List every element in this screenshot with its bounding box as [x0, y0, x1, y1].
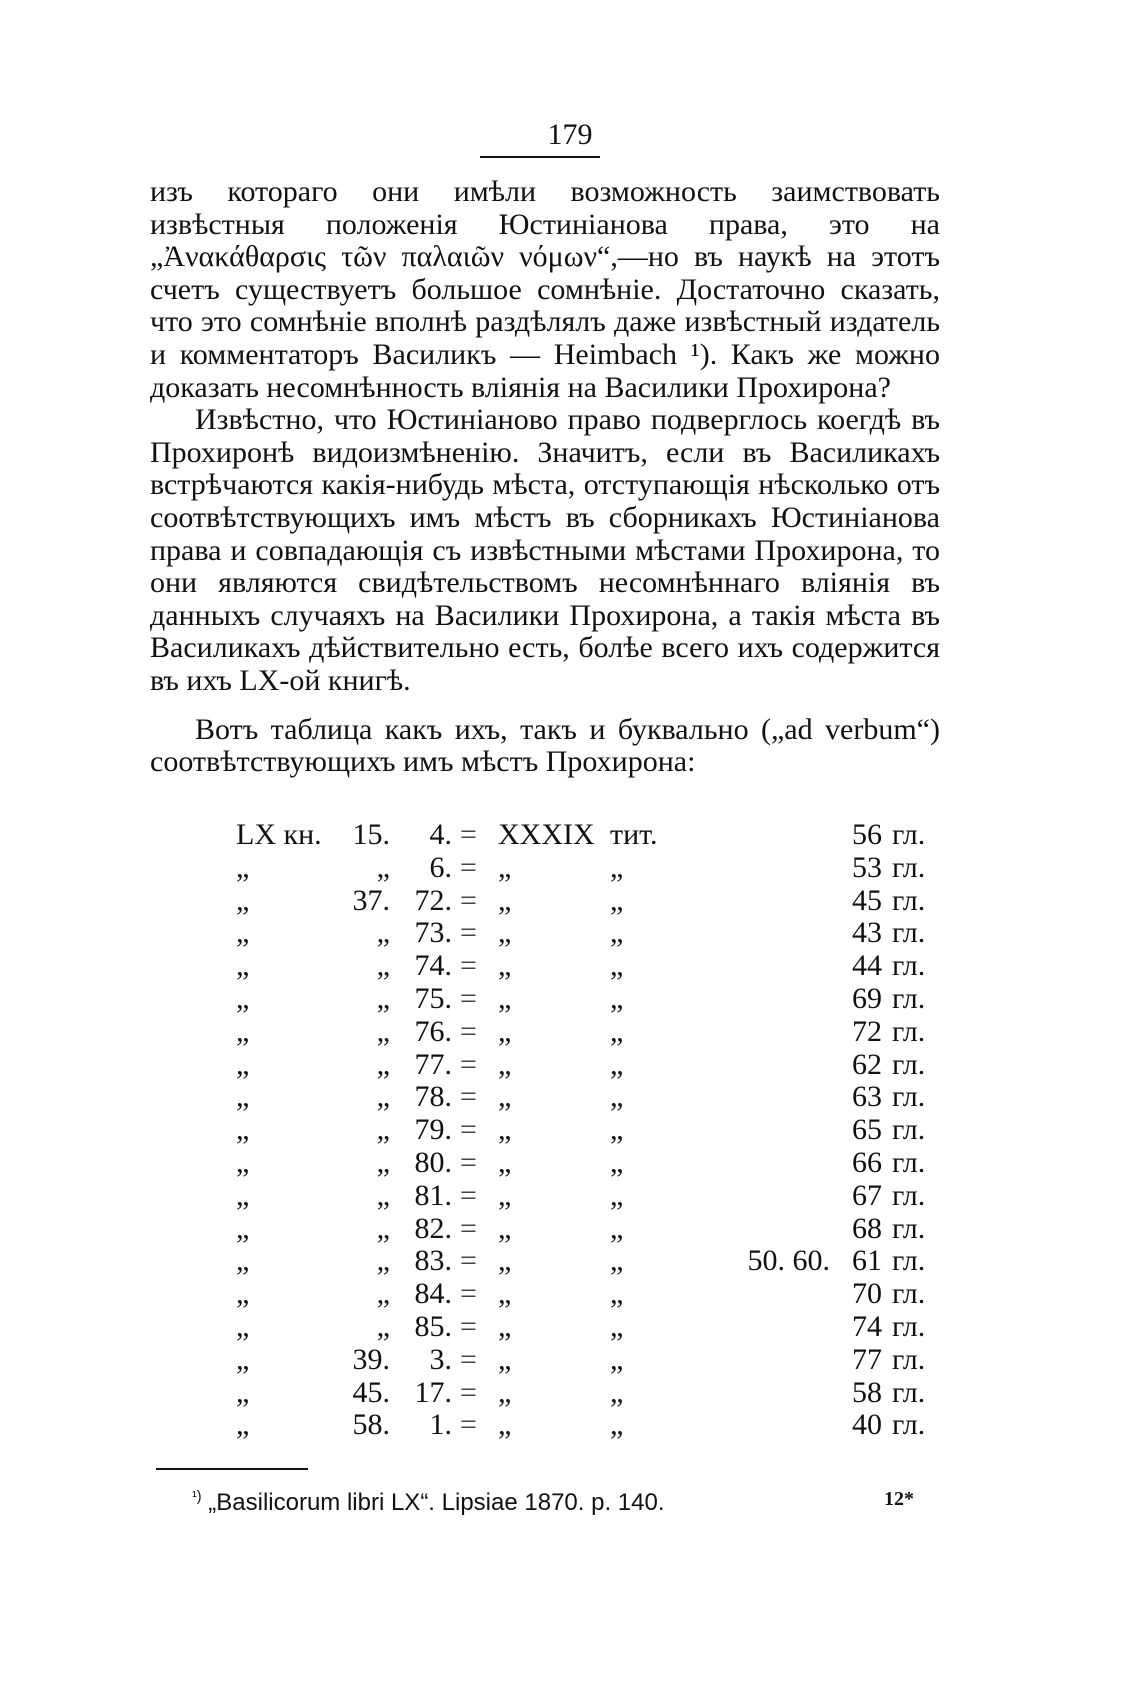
table-title: „: [498, 883, 512, 917]
table-row: [150, 916, 940, 949]
table-book: „: [236, 1047, 250, 1081]
table-chapter-label: гл.: [892, 1145, 926, 1179]
table-book: „: [236, 1178, 250, 1212]
table-title: „: [498, 1408, 512, 1442]
table-title-label: „: [610, 1244, 624, 1278]
table-row: [150, 1277, 940, 1310]
table-chapter-number: 65: [852, 1113, 882, 1147]
table-chapter-label: гл.: [892, 1244, 926, 1278]
table-article: 6.: [429, 850, 452, 884]
table-chapter-number: 63: [852, 1080, 882, 1114]
table-row: [150, 1146, 940, 1179]
table-book: „: [236, 981, 250, 1015]
table-article: 78.: [414, 1080, 452, 1114]
table-row: [150, 949, 940, 982]
table-chapter-label: гл.: [892, 1277, 926, 1311]
table-title: „: [498, 1178, 512, 1212]
table-chapter-number: 72: [852, 1014, 882, 1048]
table-title: „: [498, 1145, 512, 1179]
table-chapter-label: гл.: [892, 1211, 926, 1245]
footnote: [192, 1489, 665, 1517]
table-book: „: [236, 949, 250, 983]
table-chapter-label: гл.: [892, 1309, 926, 1343]
table-chapter: „: [376, 1047, 390, 1081]
table-equals: =: [460, 850, 477, 884]
table-row: [150, 1343, 940, 1376]
table-chapter: 58.: [352, 1408, 390, 1442]
table-article: 79.: [414, 1113, 452, 1147]
table-chapter: „: [376, 1080, 390, 1114]
footnote-text: „Basilicorum libri LX“. Lipsiae 1870. p. 140.: [208, 1489, 665, 1516]
table-equals: =: [460, 883, 477, 917]
page-number-rule: [480, 156, 600, 158]
table-title-label: „: [610, 883, 624, 917]
table-title-label: „: [610, 1080, 624, 1114]
table-title: „: [498, 1277, 512, 1311]
table-chapter: „: [376, 1113, 390, 1147]
table-book: „: [236, 1277, 250, 1311]
table-equals: =: [460, 949, 477, 983]
table-article: 74.: [414, 949, 452, 983]
signature-mark: 12*: [884, 1488, 914, 1510]
table-book: „: [236, 1375, 250, 1409]
table-book: „: [236, 1408, 250, 1442]
page-number: 179: [547, 118, 593, 151]
table-chapter: „: [376, 1145, 390, 1179]
table-chapter: „: [376, 916, 390, 950]
table-book: „: [236, 1244, 250, 1278]
table-equals: =: [460, 1047, 477, 1081]
table-chapter-label: гл.: [892, 883, 926, 917]
footnote-marker: ¹): [192, 1489, 202, 1505]
table-article: 72.: [414, 883, 452, 917]
table-chapter-number: 61: [852, 1244, 882, 1278]
table-chapter-label: гл.: [892, 1080, 926, 1114]
table-row: [150, 884, 940, 917]
table-chapter-label: гл.: [892, 1375, 926, 1409]
paragraph-2: Извѣстно, что Юстиніаново право подверглось коегдѣ въ Прохиронѣ видоизмѣненію. Значитъ, если въ Василикахъ встрѣчаются какія-нибудь мѣста, отступающія нѣсколько отъ соотвѣтствующихъ имъ мѣстъ въ сборникахъ Юстиніанова права и совпадающія съ извѣстными мѣстами Прохирона, то они являются свидѣтельствомъ несомнѣннаго вліянія въ данныхъ случаяхъ на Василики Прохирона, а такія мѣста въ Василикахъ дѣйствительно есть, болѣе всего ихъ содержится въ ихъ LX-ой книгѣ.: [150, 403, 940, 697]
table-chapter: 39.: [352, 1342, 390, 1376]
table-title-label: „: [610, 1047, 624, 1081]
table-equals: =: [460, 1014, 477, 1048]
table-row: [150, 1015, 940, 1048]
table-equals: =: [460, 1375, 477, 1409]
table-book: „: [236, 1309, 250, 1343]
table-title-label: „: [610, 1375, 624, 1409]
table-chapter-number: 74: [852, 1309, 882, 1343]
table-title: „: [498, 1080, 512, 1114]
table-chapter-number: 67: [852, 1178, 882, 1212]
table-title-label: „: [610, 850, 624, 884]
table-equals: =: [460, 981, 477, 1015]
table-extra: 50. 60.: [747, 1244, 830, 1278]
table-article: 77.: [414, 1047, 452, 1081]
table-book: „: [236, 1211, 250, 1245]
table-title-label: „: [610, 1014, 624, 1048]
table-book: „: [236, 1145, 250, 1179]
table-equals: =: [460, 1080, 477, 1114]
table-chapter-number: 53: [852, 850, 882, 884]
table-article: 75.: [414, 981, 452, 1015]
correspondence-table: [150, 818, 940, 1441]
table-chapter: 37.: [352, 883, 390, 917]
table-equals: =: [460, 1408, 477, 1442]
table-row: [150, 1244, 940, 1277]
table-chapter-number: 70: [852, 1277, 882, 1311]
table-chapter-number: 43: [852, 916, 882, 950]
table-chapter: „: [376, 981, 390, 1015]
table-row: [150, 1179, 940, 1212]
table-title-label: „: [610, 1113, 624, 1147]
table-equals: =: [460, 1309, 477, 1343]
table-book: „: [236, 1342, 250, 1376]
table-row: [150, 1113, 940, 1146]
table-chapter-label: гл.: [892, 1408, 926, 1442]
table-chapter: „: [376, 1309, 390, 1343]
table-article: 3.: [429, 1342, 452, 1376]
table-chapter: „: [376, 1211, 390, 1245]
table-title: „: [498, 949, 512, 983]
table-chapter-label: гл.: [892, 818, 926, 851]
table-chapter-label: гл.: [892, 949, 926, 983]
table-book: „: [236, 850, 250, 884]
table-equals: =: [460, 1342, 477, 1376]
table-book: LX кн.: [236, 818, 322, 851]
table-article: 76.: [414, 1014, 452, 1048]
table-title-label: „: [610, 1408, 624, 1442]
table-title-label: „: [610, 1211, 624, 1245]
table-article: 81.: [414, 1178, 452, 1212]
table-title: „: [498, 850, 512, 884]
table-chapter: „: [376, 1244, 390, 1278]
table-row: [150, 1080, 940, 1113]
table-chapter: „: [376, 949, 390, 983]
table-article: 84.: [414, 1277, 452, 1311]
table-chapter-number: 45: [852, 883, 882, 917]
table-book: „: [236, 1014, 250, 1048]
table-chapter: „: [376, 850, 390, 884]
table-book: „: [236, 916, 250, 950]
table-chapter-number: 56: [852, 818, 882, 851]
table-chapter-number: 58: [852, 1375, 882, 1409]
table-equals: =: [460, 1145, 477, 1179]
table-row: [150, 1212, 940, 1245]
paragraph-3: Вотъ таблица какъ ихъ, такъ и буквально („ad verbum“) соотвѣтствующихъ имъ мѣстъ Прохирона:: [150, 712, 940, 779]
table-article: 83.: [414, 1244, 452, 1278]
paragraph-1: изъ котораго они имѣли возможность заимствовать извѣстныя положенія Юстиніанова права, это на „Ἀνακάθαρσις τῶν παλαιῶν νόμων“,—но въ наукѣ на этотъ счетъ существуетъ большое сомнѣніе. Достаточно сказать, что это сомнѣніе вполнѣ раздѣлялъ даже извѣстный издатель и комментаторъ Василикъ — Heimbach ¹). Какъ же можно доказать несомнѣнность вліянія на Василики Прохирона?: [150, 175, 940, 404]
table-chapter-label: гл.: [892, 1342, 926, 1376]
table-chapter-number: 44: [852, 949, 882, 983]
table-chapter-label: гл.: [892, 916, 926, 950]
table-equals: =: [460, 916, 477, 950]
table-title: „: [498, 1375, 512, 1409]
table-title: „: [498, 916, 512, 950]
table-article: 17.: [414, 1375, 452, 1409]
table-title-label: „: [610, 1145, 624, 1179]
table-chapter: „: [376, 1178, 390, 1212]
table-row: [150, 982, 940, 1015]
table-book: „: [236, 883, 250, 917]
table-article: 4.: [429, 818, 452, 851]
table-title-label: „: [610, 916, 624, 950]
table-title-label: „: [610, 1277, 624, 1311]
table-chapter: 45.: [352, 1375, 390, 1409]
table-row: [150, 1376, 940, 1409]
table-title-label: „: [610, 1178, 624, 1212]
table-chapter-number: 62: [852, 1047, 882, 1081]
table-chapter-label: гл.: [892, 850, 926, 884]
table-row: [150, 1408, 940, 1441]
table-chapter-number: 77: [852, 1342, 882, 1376]
table-chapter-number: 66: [852, 1145, 882, 1179]
table-title: „: [498, 1309, 512, 1343]
table-chapter: „: [376, 1014, 390, 1048]
table-title: „: [498, 1211, 512, 1245]
table-row: [150, 851, 940, 884]
table-equals: =: [460, 1211, 477, 1245]
table-title: XXXIX: [498, 818, 595, 851]
table-article: 85.: [414, 1309, 452, 1343]
table-equals: =: [460, 1277, 477, 1311]
table-article: 1.: [429, 1408, 452, 1442]
table-title-label: „: [610, 1309, 624, 1343]
table-title: „: [498, 981, 512, 1015]
table-article: 73.: [414, 916, 452, 950]
table-equals: =: [460, 1113, 477, 1147]
table-equals: =: [460, 818, 477, 851]
table-title: „: [498, 1047, 512, 1081]
table-title-label: „: [610, 1342, 624, 1376]
table-row: [150, 818, 940, 851]
table-title: „: [498, 1014, 512, 1048]
table-book: „: [236, 1113, 250, 1147]
table-equals: =: [460, 1178, 477, 1212]
table-chapter-label: гл.: [892, 1178, 926, 1212]
table-chapter: „: [376, 1277, 390, 1311]
table-title-label: „: [610, 981, 624, 1015]
table-chapter-number: 68: [852, 1211, 882, 1245]
body-text: [150, 176, 940, 779]
table-chapter-label: гл.: [892, 1047, 926, 1081]
table-chapter-label: гл.: [892, 1113, 926, 1147]
table-book: „: [236, 1080, 250, 1114]
table-chapter-label: гл.: [892, 1014, 926, 1048]
table-row: [150, 1310, 940, 1343]
table-chapter: 15.: [352, 818, 390, 851]
table-title: „: [498, 1113, 512, 1147]
table-title-label: „: [610, 949, 624, 983]
table-equals: =: [460, 1244, 477, 1278]
table-title-label: тит.: [610, 818, 658, 851]
table-chapter-number: 40: [852, 1408, 882, 1442]
table-chapter-number: 69: [852, 981, 882, 1015]
table-article: 80.: [414, 1145, 452, 1179]
table-article: 82.: [414, 1211, 452, 1245]
footnote-rule: [156, 1468, 308, 1470]
table-title: „: [498, 1342, 512, 1376]
table-title: „: [498, 1244, 512, 1278]
table-chapter-label: гл.: [892, 981, 926, 1015]
table-row: [150, 1048, 940, 1081]
